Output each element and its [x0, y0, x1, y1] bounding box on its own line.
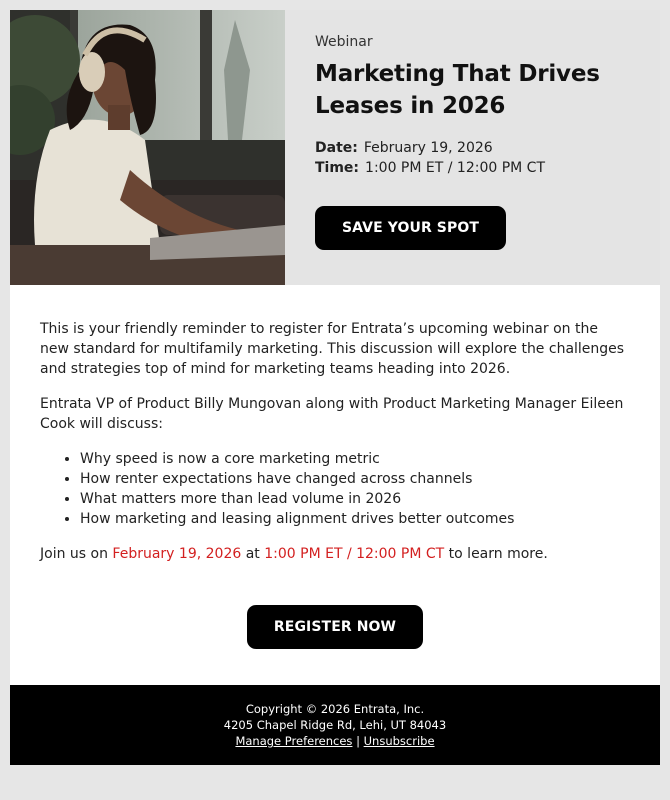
webinar-title	[315, 58, 630, 122]
date-value: February 19, 2026	[363, 140, 493, 156]
webinar-kicker: Webinar	[315, 34, 373, 50]
date-row	[315, 138, 630, 158]
body-section	[10, 285, 660, 685]
list-item: • Why speed is now a core marketing metric	[80, 449, 630, 469]
list-item: • How marketing and leasing alignment drives better outcomes	[80, 509, 630, 529]
hero-section	[10, 10, 660, 285]
join-prefix: Join us on	[40, 546, 113, 562]
join-date: February 19, 2026	[112, 546, 242, 562]
join-suffix: to learn more.	[444, 546, 548, 562]
link-separator: |	[352, 734, 364, 748]
join-time: 1:00 PM ET / 12:00 PM CT	[264, 546, 445, 562]
unsubscribe-link[interactable]: Unsubscribe	[363, 734, 435, 748]
time-value: 1:00 PM ET / 12:00 PM CT	[365, 160, 546, 176]
footer	[10, 685, 660, 765]
intro-paragraph: This is your friendly reminder to register for Entrata’s upcoming webinar on the new standard for multifamily marketing. This discussion will explore the challenges and strategies top of mind for marketing teams heading into 2026.	[40, 321, 625, 377]
hero-info	[285, 10, 660, 285]
speakers-paragraph: Entrata VP of Product Billy Mungovan along with Product Marketing Manager Eileen Cook will discuss:	[40, 396, 624, 432]
webinar-title-line1: Marketing That Drives	[315, 61, 600, 87]
webinar-title-line2: Leases in 2026	[315, 93, 506, 119]
register-wrapper	[40, 579, 630, 649]
list-item: • How renter expectations have changed across channels	[80, 469, 630, 489]
list-item: • What matters more than lead volume in 2026	[80, 489, 630, 509]
time-label: Time:	[315, 160, 360, 176]
address-text: 4205 Chapel Ridge Rd, Lehi, UT 84043	[223, 718, 447, 732]
email-container	[10, 10, 660, 765]
date-label: Date:	[315, 140, 358, 156]
join-paragraph	[40, 544, 630, 564]
save-your-spot-button[interactable]: SAVE YOUR SPOT	[315, 206, 506, 250]
register-now-button[interactable]: REGISTER NOW	[247, 605, 423, 649]
manage-preferences-link[interactable]: Manage Preferences	[235, 734, 353, 748]
footer-links	[10, 733, 660, 749]
copyright-text: Copyright © 2026 Entrata, Inc.	[245, 702, 425, 716]
hero-photo	[10, 10, 285, 285]
woman-with-laptop-illustration	[10, 10, 285, 285]
time-row	[315, 158, 630, 178]
join-mid: at	[241, 546, 265, 562]
topics-list	[80, 449, 630, 529]
